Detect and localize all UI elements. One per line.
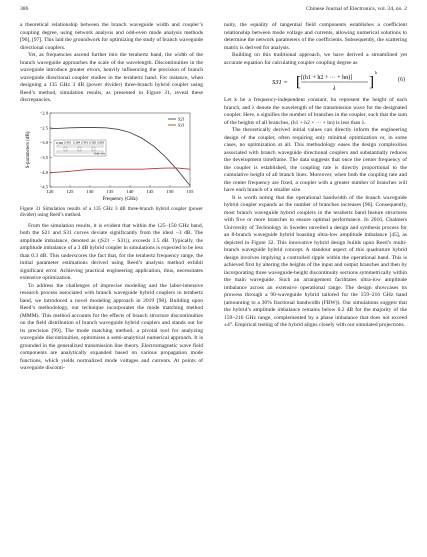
paragraph: The theoretically derived initial values can directly inform the engineering design of the coupler, often requiring only minimal optimization or, in some cases, no optimization at all. This methodology eases the design complexities associated with branch waveguide directional couplers and substantially reduces the development timeframe. The data suggests that once the center frequency of the coupler is established, the coupling rate is directly proportional to the cumulative height of all branch lines. Moreover, when both the coupling rate and the center frequency are fixed, a coupler with a greater number of branches will have each branch of a smaller size. [224,127,407,193]
x-tick-label: 145 [146,188,154,194]
y-tick-label: −4.0 [39,169,48,175]
x-tick-label: 155 [186,188,194,194]
x-axis-label: Frequency (GHz) [102,196,138,202]
inset-dimension-label: 0.184 [73,140,80,144]
equation-number: (6) [398,77,405,83]
bracket-right: ] [369,74,374,90]
x-tick-label: 130 [86,188,94,194]
paragraph: Yet, as frequencies ascend further into the terahertz band, the width of the branch waveguide approaches the scale of the wavelength. Discontinuities in the waveguide introduce greater errors, heavily influencing the precision of branch waveguide directional coupler studies in the terahertz band. For instance, when designing a 135 GHz 3 dB (power divider) three-branch hybrid coupler using Reed’s method, simulation results, as presented in Figure 31, reveal these discrepancies. [20,52,203,103]
y-tick-label: −4.5 [39,184,48,190]
paragraph: To address the challenges of imprecise modeling and the labor-intensive research process associated with branch waveguide hybrid couplers in terahertz band, we introduced a novel modeling approach in 2019 [98]. Building upon Reed’s methodology, our technique incorporates the mode matching method (MMM). This method accounts for the effects of branch structure discontinuities on the field distribution of branch waveguide hybrid couplers and stands out for its precision [99]. The mode matching method, a pivotal tool for analyzing waveguide discontinuities, epitomizes a semi-analytical numerical approach. It is grounded in the generalized transmission line theory. Electromagnetic wave field components are analytically expanded based on various propagation mode functions, which yields normalized mode voltages and currents. At points of waveguide disconti- [20,282,203,372]
y-axis-label: S-parameters (dB) [26,131,31,168]
equation-body [270,69,390,95]
page-header [20,6,407,18]
series-line-s21 [50,127,190,185]
line-chart [20,109,203,205]
eq-lhs: S31 = [272,79,288,86]
y-tick-label: −2.0 [39,110,48,116]
paragraph: From the simulation results, it is evident that within the 125–150 GHz band, both the S21 and S31 curves deviate significantly from the ideal −3 dB. The amplitude imbalance, denoted as (|S21 − S31|), exceeds 1.5 dB. Typically, the amplitude imbalance of a 3 dB hybrid coupler in simulations is expected to be less than 0.3 dB. This underscores the fact that, for the terahertz frequency range, the initial parameter estimations derived using Reed’s analysis method exhibit significant error. Achieving practical engineering application, thus, necessitates extensive optimization. [20,222,204,282]
paragraph: Building on this traditional approach, we have derived a streamlined yet accurate equation for calculating coupler coupling degree as [224,52,407,66]
left-column [20,22,203,373]
x-tick-label: 150 [166,188,174,194]
paragraph: Let k be a frequency-independent constant, hn represent the height of each branch, and λ denote the wavelength of the transmission wave for the designated coupler. Here, n signifies the number of branches in the coupler, such that the sum of the heights of all branches, (h1 + h2 + ··· + hn) is less than λ. [224,97,407,126]
x-tick-label: 120 [46,188,54,194]
inset-unit-label: Unit: mm [94,151,106,155]
y-tick-label: −3.0 [39,139,48,145]
equation-6 [224,69,407,95]
paragraph: a theoretical relationship between the branch waveguide width and coupler’s coupling degree, using network analysis and odd-even mode analysis methods [96], [97]. This laid the groundwork for optimizing the study of branch waveguide directional couplers. [20,22,203,51]
x-tick-label: 140 [126,188,134,194]
series-line-s31 [50,168,190,173]
inset-dimension-label: 0.355 [89,140,96,144]
x-tick-label: 135 [106,188,114,194]
figure-caption: Figure 31 Simulation results of a 135 GHz 3 dB three-branch hybrid coupler (power divider) using Reed’s method. [20,205,203,219]
eq-numerator: [(h1 + h2 + ··· + hn)] [301,75,353,81]
x-tick-label: 125 [66,188,74,194]
inset-dimension-label: 0.826 [97,140,104,144]
legend-label: S21 [178,116,185,122]
eq-denominator: λ [333,86,336,92]
y-tick-label: −3.5 [39,154,48,160]
inset-dimension-label: 0.342 [81,140,88,144]
right-column [224,22,407,330]
y-tick-label: −2.5 [39,124,48,130]
paragraph: nuity, the equality of tangential field components establishes a coefficient relationship between mode voltage and currents, allowing numerical solutions to determine the network parameters of the coefficients. Subsequently, the scattering matrix is derived for analysis. [224,22,407,51]
paragraph: It is worth noting that the operational bandwidth of the branch waveguide hybrid coupler expands as the number of branches increases [96]. Consequently, most branch waveguide hybrid couplers in the terahertz band feature structures with five or more branches to ensure optimal performance. In 2016, Chalmers University of Technology in Sweden unveiled a design and synthesis process for an 8-branch waveguide hybrid boasting ultra-low amplitude imbalance [45], as depicted in Figure 32. This innovative hybrid design builds upon Reed’s multi-branch waveguide hybrid concept. A standout aspect of this quadrature hybrid design involves implying a controlled ripple within the operational band. This is achieved first by altering the heights of the input and output branches and then by incorporating three waveguide-height discontinuity sections symmetrically within the main waveguide. Such an arrangement facilitates ultra-low amplitude imbalance across an extensive operational range. The design showcases its prowess through a 90-waveguide hybrid tailored for the 159–216 GHz band (amounting to a 30% fractional bandwidth (FBW)). Our simulations suggest that the hybrid’s amplitude imbalance remains below 0.2 dB for the majority of the 159–216 GHz range, complemented by a phase imbalance that does not exceed ±4°. Empirical testing of the hybrid aligns closely with our simulated projections. [224,194,407,328]
inset-dimension-label: 0.342 [64,140,71,144]
legend-label: S31 [178,122,185,128]
bracket-left: [ [296,74,301,90]
eq-exponent: k [375,70,377,75]
journal-title: Chinese Journal of Electronics, vol. 34, no. 2 [306,6,407,12]
figure-31 [20,109,203,205]
inset-dimension-label: 0.355 [56,140,63,145]
page-number: 386 [20,6,29,12]
